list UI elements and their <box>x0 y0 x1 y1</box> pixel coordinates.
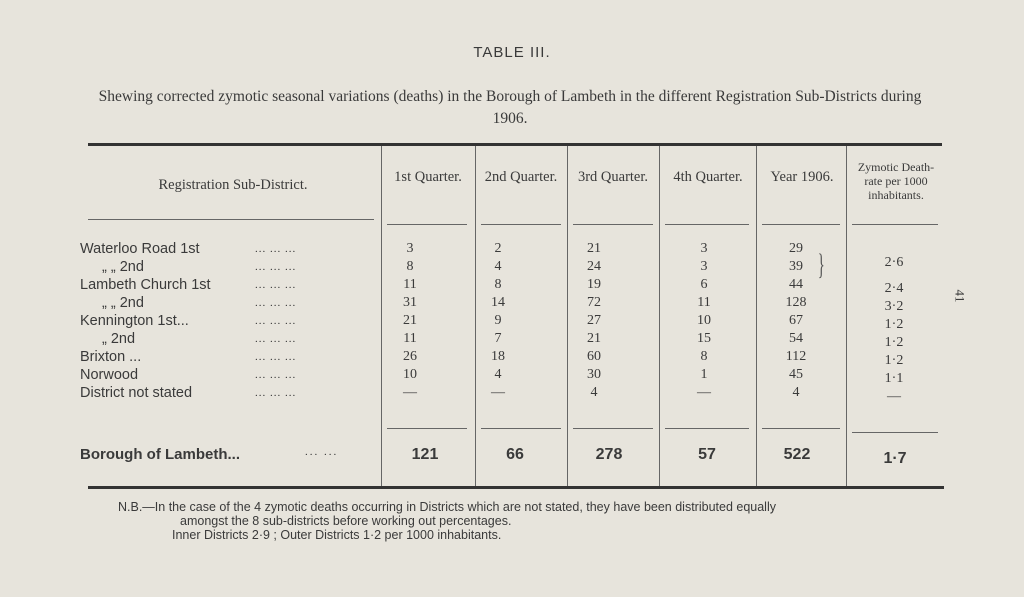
leader-dots: ... ... ... <box>255 243 297 255</box>
leader-dots: ... ... ... <box>255 333 297 345</box>
header-rate: Zymotic Death-rate per 1000 inhabitants. <box>857 160 935 202</box>
total-separator <box>573 428 653 429</box>
cell-rate: 3·2 <box>884 299 904 314</box>
cell-rate: 2·6 <box>884 255 904 270</box>
leader-dots: ... ... <box>305 446 339 458</box>
cell-q4: 1 <box>700 367 708 382</box>
leader-dots: ... ... ... <box>255 279 297 291</box>
cell-year: 67 <box>789 313 803 328</box>
header-q3: 3rd Quarter. <box>577 169 649 185</box>
note-line-3: Inner Districts 2·9 ; Outer Districts 1·2 per 1000 inhabitants. <box>172 528 502 542</box>
page-number: 41 <box>952 289 968 303</box>
total-q3: 278 <box>595 446 623 463</box>
cell-q4: 3 <box>700 259 708 274</box>
leader-dots: ... ... ... <box>255 387 297 399</box>
column-divider <box>846 146 847 486</box>
row-name: Brixton ... <box>80 349 142 365</box>
cell-rate: — <box>887 389 901 404</box>
cell-q2: 14 <box>491 295 505 310</box>
header-year: Year 1906. <box>770 169 834 185</box>
cell-year: 29 <box>789 241 803 256</box>
table-bottom-rule <box>88 486 944 489</box>
cell-q3: 72 <box>587 295 601 310</box>
total-separator <box>762 428 840 429</box>
cell-q2: — <box>491 385 505 400</box>
note-line-1: N.B.—In the case of the 4 zymotic deaths occurring in Districts which are not stated, they have been distributed equally <box>118 500 776 514</box>
cell-q2: 7 <box>494 331 502 346</box>
cell-q2: 2 <box>494 241 502 256</box>
cell-q3: 24 <box>587 259 601 274</box>
row-name: Kennington 1st... <box>80 313 189 329</box>
column-divider <box>756 146 757 486</box>
cell-year: 4 <box>792 385 800 400</box>
cell-rate: 1·1 <box>884 371 904 386</box>
row-name: District not stated <box>80 385 193 401</box>
cell-q4: 11 <box>697 295 711 310</box>
cell-year: 39 <box>789 259 803 274</box>
header-underline <box>573 224 653 225</box>
cell-q1: 3 <box>406 241 414 256</box>
cell-q1: 21 <box>403 313 417 328</box>
cell-q1: — <box>403 385 417 400</box>
cell-q3: 27 <box>587 313 601 328</box>
row-name: Lambeth Church 1st <box>80 277 211 293</box>
total-separator <box>481 428 561 429</box>
cell-rate: 1·2 <box>884 335 904 350</box>
cell-rate: 2·4 <box>884 281 904 296</box>
leader-dots: ... ... ... <box>255 369 297 381</box>
total-year: 522 <box>783 446 811 463</box>
column-divider <box>381 146 382 486</box>
column-divider <box>659 146 660 486</box>
header-underline <box>852 224 938 225</box>
cell-q3: 21 <box>587 331 601 346</box>
total-separator <box>387 428 467 429</box>
total-row-name: Borough of Lambeth... <box>80 446 240 463</box>
cell-q1: 26 <box>403 349 417 364</box>
cell-q4: 6 <box>700 277 708 292</box>
cell-year: 112 <box>785 349 807 364</box>
cell-year: 54 <box>789 331 803 346</box>
header-q2: 2nd Quarter. <box>484 169 558 185</box>
cell-q3: 30 <box>587 367 601 382</box>
header-q4: 4th Quarter. <box>673 169 743 185</box>
header-underline <box>481 224 561 225</box>
cell-q4: — <box>697 385 711 400</box>
header-underline <box>88 219 374 220</box>
cell-q4: 10 <box>697 313 711 328</box>
leader-dots: ... ... ... <box>255 315 297 327</box>
row-name: „ 2nd <box>102 331 136 347</box>
cell-q2: 18 <box>491 349 505 364</box>
note-line-2: amongst the 8 sub-districts before working out percentages. <box>180 514 512 528</box>
table-top-rule <box>88 143 942 146</box>
table-subtitle: Shewing corrected zymotic seasonal variations (deaths) in the Borough of Lambeth in the different Registration Sub-Districts during 1906. <box>98 88 922 127</box>
header-underline <box>665 224 749 225</box>
header-district: Registration Sub-District. <box>158 177 308 193</box>
row-name: „ „ 2nd <box>102 295 144 311</box>
cell-q4: 15 <box>697 331 711 346</box>
cell-q1: 11 <box>403 331 417 346</box>
total-separator <box>665 428 749 429</box>
cell-q1: 11 <box>403 277 417 292</box>
cell-q4: 8 <box>700 349 708 364</box>
leader-dots: ... ... ... <box>255 297 297 309</box>
cell-q3: 4 <box>590 385 598 400</box>
leader-dots: ... ... ... <box>255 261 297 273</box>
row-name: Norwood <box>80 367 139 383</box>
cell-q1: 31 <box>403 295 417 310</box>
header-q1: 1st Quarter. <box>394 169 462 185</box>
cell-q4: 3 <box>700 241 708 256</box>
cell-year: 45 <box>789 367 803 382</box>
cell-q3: 60 <box>587 349 601 364</box>
total-rate: 1·7 <box>883 450 907 467</box>
row-name: Waterloo Road 1st <box>80 241 200 257</box>
cell-q1: 8 <box>406 259 414 274</box>
cell-year: 128 <box>785 295 807 310</box>
cell-rate: 1·2 <box>884 353 904 368</box>
cell-q2: 8 <box>494 277 502 292</box>
brace-bracket: } <box>817 248 825 281</box>
column-divider <box>475 146 476 486</box>
total-q4: 57 <box>698 446 716 463</box>
table-title: TABLE III. <box>473 44 551 61</box>
leader-dots: ... ... ... <box>255 351 297 363</box>
cell-q3: 19 <box>587 277 601 292</box>
cell-q2: 9 <box>494 313 502 328</box>
header-underline <box>762 224 840 225</box>
cell-rate: 1·2 <box>884 317 904 332</box>
cell-q1: 10 <box>403 367 417 382</box>
cell-q2: 4 <box>494 259 502 274</box>
total-q1: 121 <box>411 446 439 463</box>
row-name: „ „ 2nd <box>102 259 144 275</box>
header-underline <box>387 224 467 225</box>
cell-year: 44 <box>789 277 803 292</box>
cell-q2: 4 <box>494 367 502 382</box>
total-separator <box>852 432 938 433</box>
column-divider <box>567 146 568 486</box>
total-q2: 66 <box>506 446 524 463</box>
cell-q3: 21 <box>587 241 601 256</box>
